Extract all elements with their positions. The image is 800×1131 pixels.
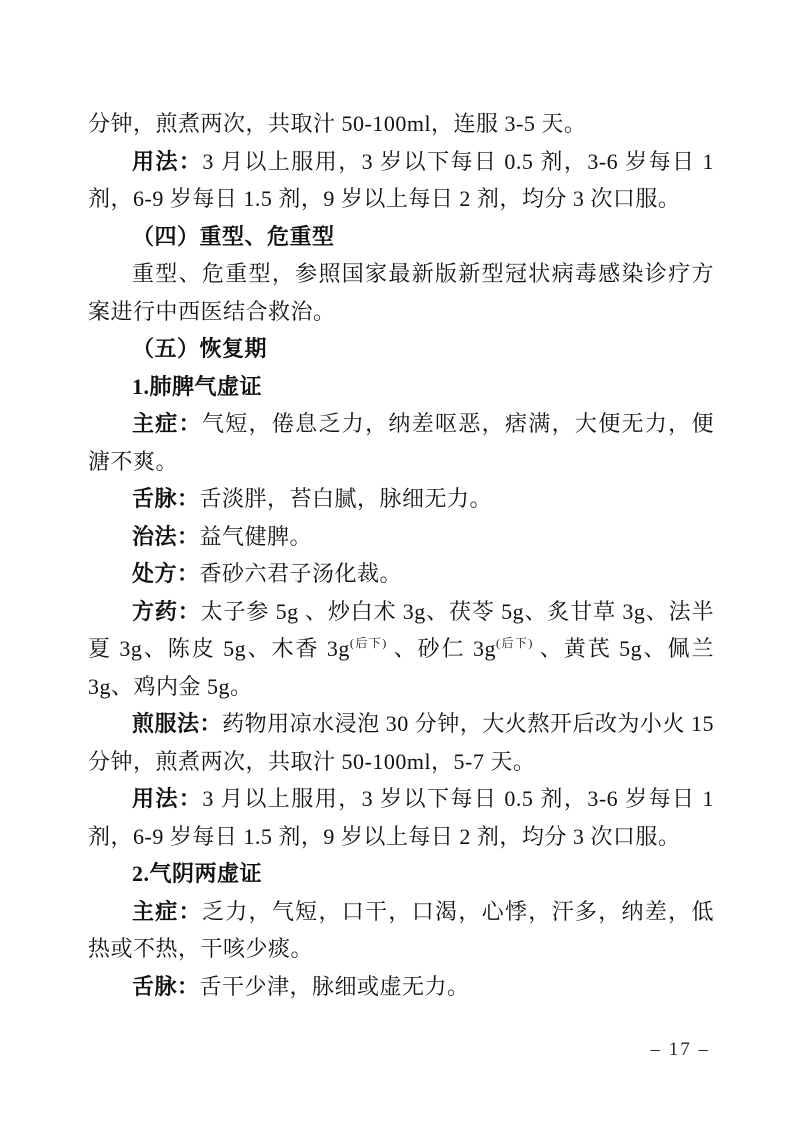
- body-text: 香砂六君子汤化裁。: [199, 561, 403, 586]
- body-text: 3 月以上服用，3 岁以下每日 0.5 剂，3-6 岁每日 1 剂，6-9 岁每日 1.5 剂，9 岁以上每日 2 剂，均分 3 次口服。: [88, 148, 714, 211]
- body-text: 乏力，气短，口干，口渴，心悸，汗多，纳差，低热或不热，干咳少痰。: [88, 898, 714, 961]
- document-body: [88, 105, 714, 1005]
- paragraph: [88, 968, 714, 1006]
- heading: [88, 330, 714, 368]
- body-text: 、砂仁 3g: [386, 636, 497, 661]
- body-text: 益气健脾。: [199, 523, 313, 549]
- body-text: 太子参 5g 、炒白术 3g、茯苓 5g、炙甘草 3g、法半夏 3g、陈皮 5g、木香 3g: [88, 598, 714, 661]
- superscript-note: (后下): [496, 636, 533, 650]
- paragraph: [88, 405, 714, 480]
- label-text: （四）重型、危重型: [132, 223, 335, 249]
- paragraph: [88, 593, 714, 706]
- body-text: 重型、危重型，参照国家最新版新型冠状病毒感染诊疗方案进行中西医结合救治。: [88, 261, 714, 324]
- paragraph: [88, 780, 714, 855]
- label-text: 处方：: [132, 561, 200, 586]
- label-text: 主症：: [132, 898, 202, 924]
- paragraph: [88, 555, 714, 593]
- body-text: 舌干少津，脉细或虚无力。: [199, 973, 470, 999]
- page-number: – 17 –: [650, 1039, 710, 1060]
- label-text: 舌脉：: [132, 486, 200, 511]
- heading: [88, 218, 714, 256]
- label-text: 2.气阴两虚证: [132, 861, 263, 886]
- body-text: 药物用凉水浸泡 30 分钟，大火熬开后改为小火 15 分钟，煎煮两次，共取汁 50-100ml，5-7 天。: [88, 711, 714, 774]
- paragraph: [88, 705, 714, 780]
- body-text: 、黄芪 5g、佩兰 3g、鸡内金 5g。: [88, 636, 714, 699]
- body-text: 分钟，煎煮两次，共取汁 50-100ml，连服 3-5 天。: [88, 111, 587, 136]
- heading: [88, 368, 714, 406]
- label-text: 主症：: [132, 411, 202, 436]
- label-text: 煎服法：: [132, 711, 223, 736]
- superscript-note: (后下): [349, 636, 387, 650]
- label-text: 方药：: [132, 598, 201, 624]
- paragraph: [88, 255, 714, 330]
- paragraph: [88, 893, 714, 968]
- heading: [88, 855, 714, 893]
- label-text: 1.肺脾气虚证: [132, 373, 263, 399]
- body-text: 气短，倦息乏力，纳差呕恶，痞满，大便无力，便溏不爽。: [88, 411, 714, 474]
- paragraph: [88, 518, 714, 556]
- paragraph: [88, 480, 714, 518]
- paragraph: [88, 105, 714, 143]
- body-text: 3 月以上服用，3 岁以下每日 0.5 剂，3-6 岁每日 1 剂，6-9 岁每日 1.5 剂，9 岁以上每日 2 剂，均分 3 次口服。: [88, 786, 714, 849]
- label-text: 治法：: [132, 523, 200, 549]
- body-text: 舌淡胖，苔白腻，脉细无力。: [199, 486, 493, 511]
- label-text: 舌脉：: [132, 973, 200, 999]
- label-text: 用法：: [132, 786, 203, 811]
- paragraph: [88, 143, 714, 218]
- label-text: 用法：: [132, 148, 203, 174]
- label-text: （五）恢复期: [132, 336, 268, 361]
